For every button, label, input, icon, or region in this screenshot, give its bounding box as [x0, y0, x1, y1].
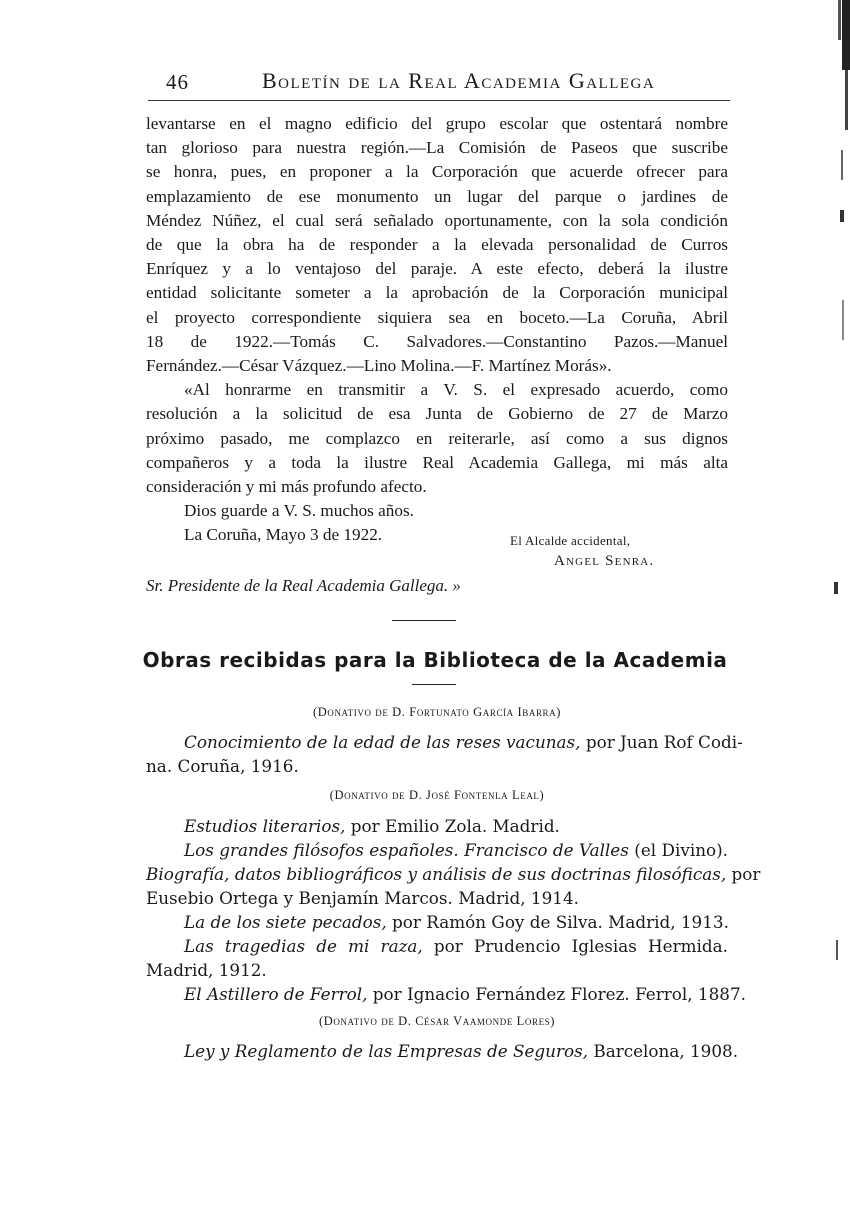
book-details: por Prudencio Iglesias Hermida.	[422, 936, 728, 956]
donation-heading: (Donativo de D. José Fontenla Leal)	[329, 788, 545, 802]
text-line: levantarse en el magno edificio del grupo escolar que ostentará nombre	[146, 114, 728, 133]
entry-line	[146, 910, 728, 934]
book-details: na. Coruña, 1916.	[146, 756, 299, 776]
scan-edge-artifact	[828, 0, 850, 1217]
book-title: Los grandes filósofos españoles. Francisco de Valles	[184, 840, 629, 860]
closing-line: Dios guarde a V. S. muchos años.	[184, 501, 414, 521]
donation-heading: (Donativo de D. Fortunato García Ibarra)	[312, 705, 562, 719]
signature-name: Angel Senra.	[554, 553, 655, 569]
book-details: Barcelona, 1908.	[588, 1041, 739, 1061]
entry-line	[146, 934, 728, 958]
donation-heading: (Donativo de D. César Vaamonde Lores)	[318, 1014, 556, 1028]
book-title: Estudios literarios,	[184, 816, 346, 836]
book-title: La de los siete pecados,	[184, 912, 387, 932]
signature-role: El Alcalde accidental,	[510, 533, 631, 548]
text-line: próximo pasado, me complazco en reiterarle, así como a sus dignos	[146, 428, 728, 448]
book-entry	[146, 1039, 739, 1063]
book-details: por Emilio Zola. Madrid.	[345, 816, 560, 836]
page-header	[150, 64, 730, 98]
book-entry	[146, 814, 728, 838]
text-line: compañeros y a toda la ilustre Real Academia Gallega, mi más alta	[146, 452, 728, 472]
header-rule	[148, 100, 730, 101]
page-number: 46	[166, 70, 189, 94]
running-title: Boletín de la Real Academia Gallega	[262, 68, 656, 93]
book-details: Madrid, 1912.	[146, 960, 267, 980]
entry-line	[146, 862, 761, 886]
addressee: Sr. Presidente de la Real Academia Gallega. »	[146, 576, 461, 595]
book-title: Ley y Reglamento de las Empresas de Seguros,	[184, 1041, 589, 1061]
book-details: Eusebio Ortega y Benjamín Marcos. Madrid, 1914.	[146, 888, 579, 908]
text-line: tan glorioso para nuestra región.—La Comisión de Paseos que suscribe	[146, 138, 728, 158]
book-details: (el Divino).	[628, 840, 728, 860]
signature-block	[500, 532, 730, 572]
entry-line	[146, 982, 746, 1006]
entry-line	[146, 1039, 739, 1063]
book-entry	[146, 838, 761, 910]
text-line: 18 de 1922.—Tomás C. Salvadores.—Constantino Pazos.—Manuel	[146, 331, 728, 351]
text-line: Méndez Núñez, el cual será señalado oportunamente, con la sola condición	[146, 210, 728, 230]
book-title: Biografía, datos bibliográficos y análisis de sus doctrinas filosóficas,	[146, 864, 727, 884]
letter-body	[146, 112, 728, 548]
text-line: resolución a la solicitud de esa Junta de Gobierno de 27 de Marzo	[146, 404, 728, 424]
entry-line	[146, 838, 728, 862]
letter-paragraph-1	[146, 112, 728, 378]
section-separator	[392, 620, 456, 621]
donation-entries	[146, 1039, 739, 1063]
date-line: La Coruña, Mayo 3 de 1922.	[184, 525, 383, 545]
entry-line	[146, 886, 728, 910]
book-details: por Ignacio Fernández Florez. Ferrol, 1887.	[367, 984, 746, 1004]
text-line: entidad solicitante someter a la aprobación de la Corporación municipal	[146, 283, 728, 303]
book-title: Conocimiento de la edad de las reses vacunas,	[184, 732, 581, 752]
title-underline	[412, 684, 456, 685]
book-title: Las tragedias de mi raza,	[184, 936, 423, 956]
text-line: «Al honrarme en transmitir a V. S. el expresado acuerdo, como	[184, 380, 728, 400]
text-line: el proyecto correspondiente siquiera sea en boceto.—La Coruña, Abril	[146, 307, 728, 327]
entry-line	[146, 730, 743, 754]
book-title: El Astillero de Ferrol,	[184, 984, 368, 1004]
text-line: se honra, pues, en proponer a la Corporación que acuerde ofrecer para	[146, 162, 728, 182]
text-line: consideración y mi más profundo afecto.	[146, 477, 427, 497]
text-line: de que la obra ha de responder a la elevada personalidad de Curros	[146, 235, 728, 255]
donation-entries	[146, 730, 743, 778]
entry-line	[146, 958, 728, 982]
section-title: Obras recibidas para la Biblioteca de la Academia	[142, 648, 728, 672]
text-line: emplazamiento de ese monumento un lugar del parque o jardines de	[146, 186, 728, 206]
book-entry	[146, 910, 728, 934]
book-entry	[146, 982, 746, 1006]
book-details: por Ramón Goy de Silva. Madrid, 1913.	[386, 912, 729, 932]
donation-entries	[146, 814, 761, 1006]
book-details: por	[726, 864, 761, 884]
book-entry	[146, 934, 728, 982]
book-entry	[146, 730, 743, 778]
entry-line	[146, 814, 728, 838]
book-details: por Juan Rof Codi-	[580, 732, 743, 752]
text-line: Enríquez y a lo ventajoso del paraje. A este efecto, deberá la ilustre	[146, 259, 728, 279]
entry-line	[146, 754, 728, 778]
text-line: Fernández.—César Vázquez.—Lino Molina.—F. Martínez Morás».	[146, 356, 612, 376]
letter-paragraph-2	[146, 378, 728, 499]
